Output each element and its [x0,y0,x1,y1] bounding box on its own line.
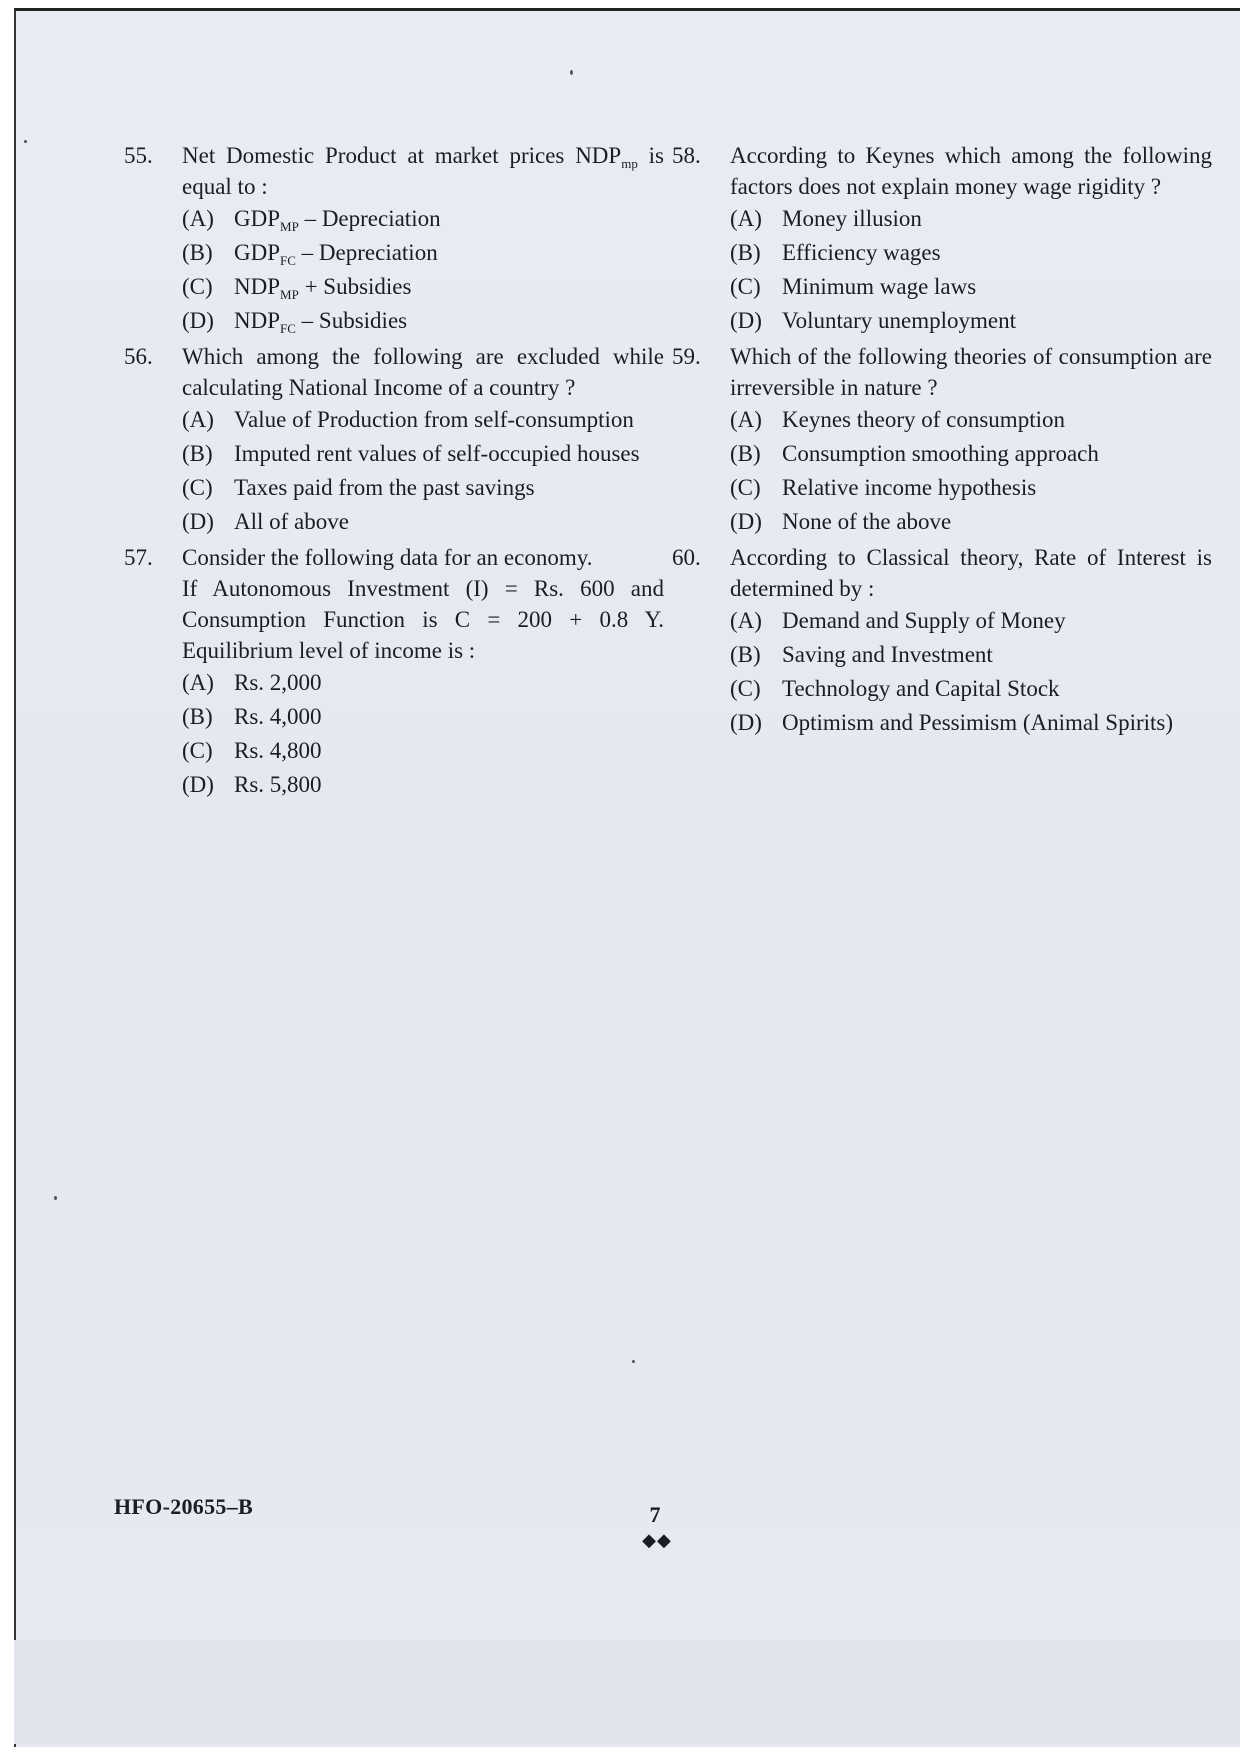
question-text: According to Classical theory, Rate of Interest is determined by : [730,545,1212,601]
question-57 [124,542,664,802]
option-a: (A) Demand and Supply of Money [730,608,1066,633]
bottom-shadow-band [14,1640,1240,1744]
question-number: 57. [124,545,153,570]
booklet-code: HFO-20655–B [114,1494,253,1519]
question-number: 59. [672,344,701,369]
option-a: (A) Value of Production from self-consumption [182,407,634,432]
scan-speck [54,1196,57,1200]
option-b: (B) Saving and Investment [730,642,993,667]
option-c: (C) Technology and Capital Stock [730,676,1060,701]
option-d: (D) $NDP_{FC}$ – Subsidies [182,308,408,336]
option-d: (D) Rs. 5,800 [182,772,322,797]
option-a: (A) $GDP_{MP}$ – Depreciation [182,206,441,234]
page-number: 7 [649,1502,661,1527]
question-number: 58. [672,143,701,168]
question-55 [124,140,664,338]
question-58 [672,140,1212,338]
scan-speck [632,1360,635,1363]
option-b: (B) Rs. 4,000 [182,704,322,729]
question-60 [672,542,1212,740]
option-b: (B) Efficiency wages [730,240,941,265]
option-c: (C) Rs. 4,800 [182,738,322,763]
option-b: (B) Imputed rent values of self-occupied houses [182,441,640,466]
option-a: (A) Money illusion [730,206,922,231]
left-column [124,140,664,805]
option-c: (C) Minimum wage laws [730,274,977,299]
option-b: (B) Consumption smoothing approach [730,441,1099,466]
question-number: 60. [672,545,701,570]
option-b: (B) $GDP_{FC}$ – Depreciation [182,240,438,268]
question-number: 56. [124,344,153,369]
option-d: (D) None of the above [730,509,952,534]
option-d: (D) Voluntary unemployment [730,308,1017,333]
question-59 [672,341,1212,539]
question-text: Which of the following theories of consumption are irreversible in nature ? [730,344,1212,400]
scan-speck [24,140,27,143]
option-d: (D) Optimism and Pessimism (Animal Spirits) [730,710,1174,735]
option-a: (A) Keynes theory of consumption [730,407,1065,432]
diamond-mark-icon: ◆◆ [642,1530,672,1550]
question-text-continued: If Autonomous Investment (I) = Rs. 600 and Consumption Function is C = 200 + 0.8 Y. Equilibrium level of income is : [182,576,664,663]
question-text: According to Keynes which among the following factors does not explain money wage rigidity ? [730,143,1212,199]
question-number: 55. [124,143,153,168]
option-c: (C) $NDP_{MP}$ + Subsidies [182,274,412,302]
question-text: Which among the following are excluded while calculating National Income of a country ? [182,344,664,400]
option-a: (A) Rs. 2,000 [182,670,322,695]
option-c: (C) Taxes paid from the past savings [182,475,535,500]
question-text: Consider the following data for an economy. [182,545,593,570]
scan-speck [570,70,573,75]
question-56 [124,341,664,539]
option-c: (C) Relative income hypothesis [730,475,1037,500]
option-d: (D) All of above [182,509,349,534]
right-column [672,140,1212,743]
question-text: Net Domestic Product at market prices $NDP_{mp}$ is equal to : [182,143,665,199]
